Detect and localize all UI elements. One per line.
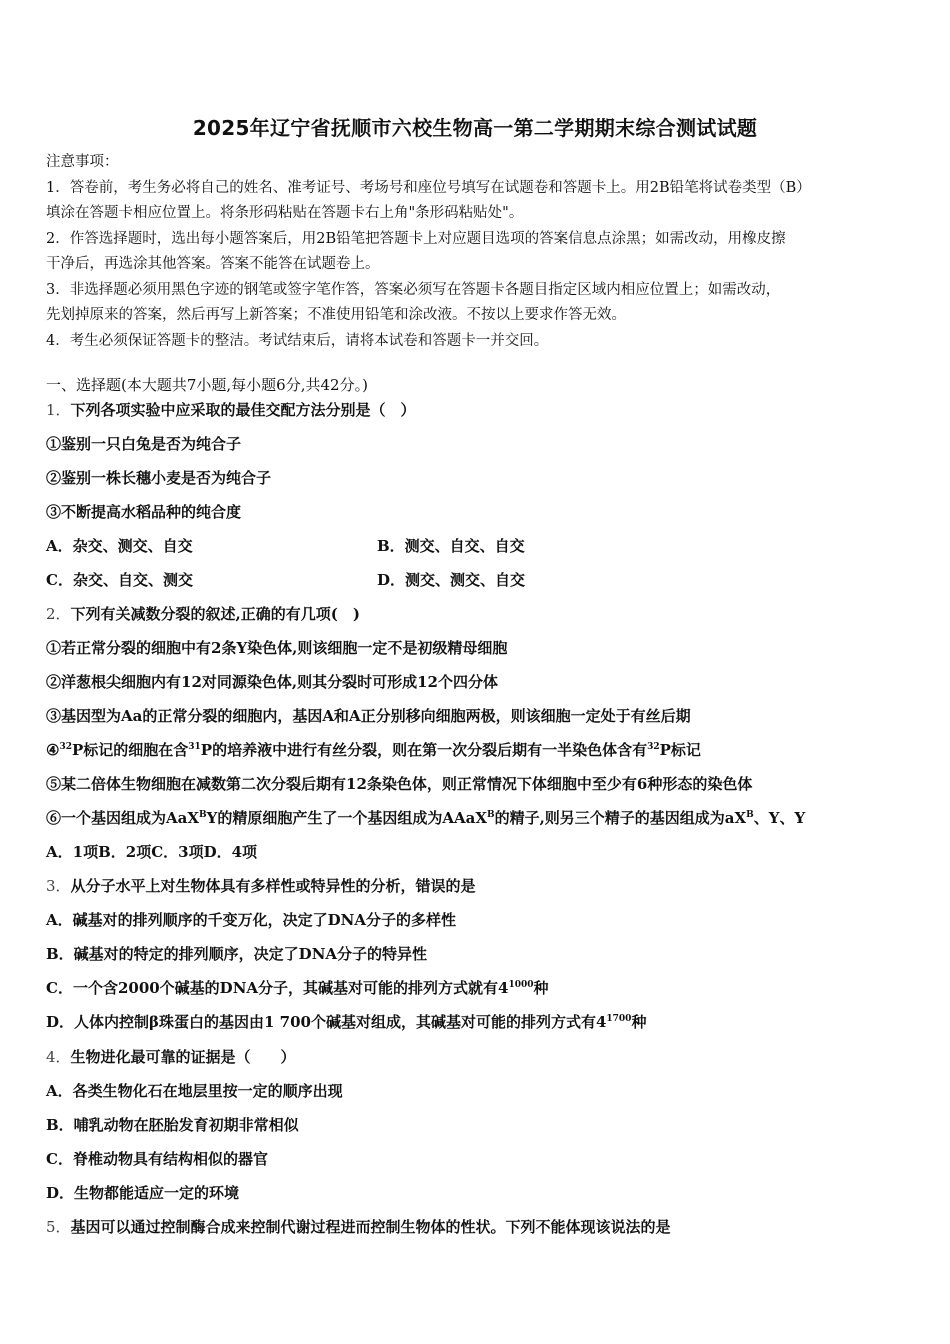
question-number: 1．	[46, 401, 71, 419]
q1-item: ③不断提高水稻品种的纯合度	[46, 503, 242, 521]
notice-line: 填涂在答题卡相应位置上。将条形码粘贴在答题卡右上角"条形码粘贴处"。	[46, 205, 524, 221]
q1-option-d: D．测交、测交、自交	[377, 571, 526, 589]
notice-line: 1．答卷前，考生务必将自己的姓名、准考证号、考场号和座位号填写在试题卷和答题卡上。用2B铅笔将试卷类型（B）	[46, 179, 811, 196]
q4-option-a: A．各类生物化石在地层里按一定的顺序出现	[46, 1082, 343, 1100]
notice-line: 干净后，再选涂其他答案。答案不能答在试题卷上。	[46, 256, 380, 272]
q2-options: A．1项B．2项C．3项D．4项	[46, 843, 258, 861]
q2-item: ①若正常分裂的细胞中有2条Y染色体,则该细胞一定不是初级精母细胞	[46, 639, 508, 657]
question-stem: 下列有关减数分裂的叙述,正确的有几项( )	[70, 605, 360, 623]
q3-option-a: A．碱基对的排列顺序的千变万化，决定了DNA分子的多样性	[46, 911, 456, 929]
question-number: 5．	[46, 1218, 71, 1236]
notice-heading: 注意事项：	[46, 154, 119, 170]
question-number: 2．	[46, 605, 71, 623]
question-number: 4．	[46, 1048, 71, 1066]
q1-item: ②鉴别一株长穗小麦是否为纯合子	[46, 469, 272, 487]
q2-item: ④$^{32}$P标记的细胞在含$^{31}$P的培养液中进行有丝分裂，则在第一次分裂后期有一半染色体含有$^{32}$P标记	[46, 741, 701, 759]
q4-option-b: B．哺乳动物在胚胎发育初期非常相似	[46, 1116, 299, 1134]
section-heading: 一、选择题(本大题共7小题,每小题6分,共42分。)	[46, 376, 368, 394]
q2-item: ⑤某二倍体生物细胞在减数第二次分裂后期有12条染色体，则正常情况下体细胞中至少有6种形态的染色体	[46, 775, 753, 793]
page-title: 2025年辽宁省抚顺市六校生物高一第二学期期末综合测试试题	[192, 116, 758, 140]
q2-item: ⑥一个基因组成为AaX$^B$Y的精原细胞产生了一个基因组成为AAaX$^B$的精子,则另三个精子的基因组成为$aX^B$、Y、Y	[46, 809, 806, 827]
notice-line: 先划掉原来的答案，然后再写上新答案；不准使用铅笔和涂改液。不按以上要求作答无效。	[46, 307, 626, 323]
notice-line: 2．作答选择题时，选出每小题答案后，用2B铅笔把答题卡上对应题目选项的答案信息点涂黑；如需改动，用橡皮擦	[46, 230, 786, 247]
notice-line: 3．非选择题必须用黑色字迹的钢笔或签字笔作答，答案必须写在答题卡各题目指定区域内相应位置上；如需改动，	[46, 281, 781, 298]
notice-block	[46, 150, 906, 354]
question-3	[46, 876, 476, 896]
q3-option-c: C．一个含2000个碱基的DNA分子，其碱基对可能的排列方式就有$4^{1000}$种	[46, 979, 549, 997]
q1-item: ①鉴别一只白兔是否为纯合子	[46, 435, 242, 453]
question-2	[46, 604, 360, 624]
notice-line: 4．考生必须保证答题卡的整洁。考试结束后，请将本试卷和答题卡一并交回。	[46, 332, 549, 349]
question-stem: 生物进化最可靠的证据是（ ）	[70, 1048, 296, 1066]
q4-option-d: D．生物都能适应一定的环境	[46, 1184, 240, 1202]
q1-option-c: C．杂交、自交、测交	[46, 571, 193, 589]
q1-option-b: B．测交、自交、自交	[377, 537, 525, 555]
q1-option-a: A．杂交、测交、自交	[46, 537, 193, 555]
question-stem: 基因可以通过控制酶合成来控制代谢过程进而控制生物体的性状。下列不能体现该说法的是	[70, 1218, 671, 1236]
q4-option-c: C．脊椎动物具有结构相似的器官	[46, 1150, 268, 1168]
question-number: 3．	[46, 877, 71, 895]
q2-item: ③基因型为Aa的正常分裂的细胞内，基因A和A正分别移向细胞两极，则该细胞一定处于有丝后期	[46, 707, 691, 725]
q3-option-d: D．人体内控制β珠蛋白的基因由1 700个碱基对组成，其碱基对可能的排列方式有$4^{1700}$种	[46, 1013, 647, 1031]
question-stem: 下列各项实验中应采取的最佳交配方法分别是（ ）	[70, 401, 416, 419]
q3-option-b: B．碱基对的特定的排列顺序，决定了DNA分子的特异性	[46, 945, 428, 963]
question-stem: 从分子水平上对生物体具有多样性或特异性的分析，错误的是	[70, 877, 476, 895]
question-4	[46, 1047, 296, 1067]
question-5	[46, 1217, 671, 1237]
question-1	[46, 400, 416, 420]
q2-item: ②洋葱根尖细胞内有12对同源染色体,则其分裂时可形成12个四分体	[46, 673, 498, 691]
